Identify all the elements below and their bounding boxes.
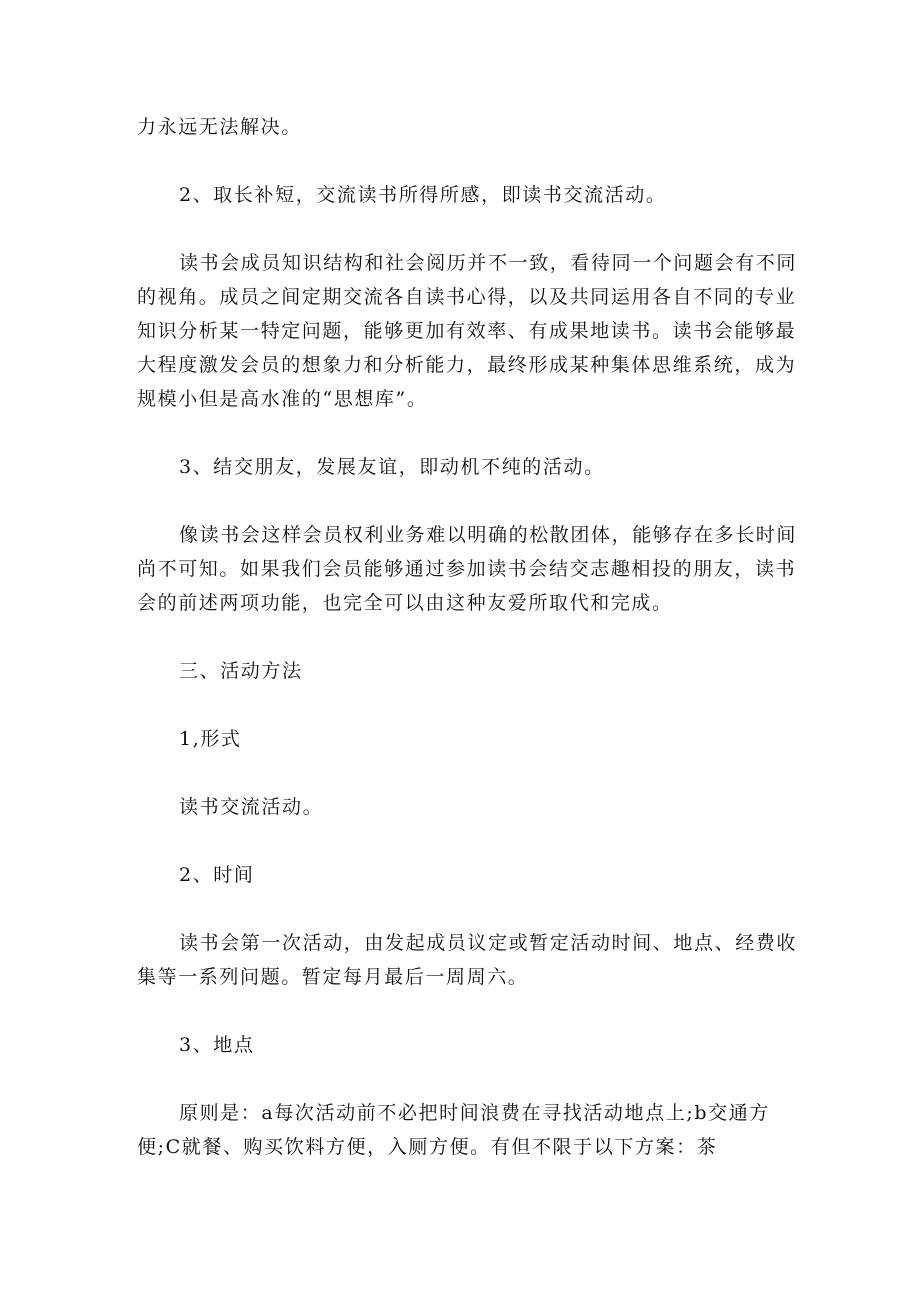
subheading-time: 2、时间 bbox=[179, 864, 255, 886]
paragraph-continuation: 力永远无法解决。 bbox=[137, 116, 302, 138]
section-item-3: 3、结交朋友，发展友谊，即动机不纯的活动。 bbox=[179, 456, 605, 478]
section-item-2: 2、取长补短，交流读书所得所感，即读书交流活动。 bbox=[179, 184, 667, 206]
subheading-location: 3、地点 bbox=[179, 1034, 255, 1056]
paragraph-time: 读书会第一次活动，由发起成员议定或暂定活动时间、地点、经费收集等一系列问题。暂定每月最后一周周六。 bbox=[137, 932, 798, 988]
section-heading-methods: 三、活动方法 bbox=[179, 660, 303, 682]
paragraph-friendship: 像读书会这样会员权利业务难以明确的松散团体，能够存在多长时间尚不可知。如果我们会员能够通过参加读书会结交志趣相投的朋友，读书会的前述两项功能，也完全可以由这种友爱所取代和完成。 bbox=[137, 524, 798, 614]
subheading-form: 1,形式 bbox=[179, 728, 242, 750]
paragraph-location: 原则是：a每次活动前不必把时间浪费在寻找活动地点上;b交通方便;C就餐、购买饮料方便，入厕方便。有但不限于以下方案：茶 bbox=[137, 1102, 770, 1158]
paragraph-form: 读书交流活动。 bbox=[179, 796, 324, 818]
paragraph-think-tank: 读书会成员知识结构和社会阅历并不一致，看待同一个问题会有不同的视角。成员之间定期交流各自读书心得，以及共同运用各自不同的专业知识分析某一特定问题，能够更加有效率、有成果地读书。读书会能够最大程度激发会员的想象力和分析能力，最终形成某种集体思维系统，成为规模小但是高水准的“思想库”。 bbox=[137, 252, 798, 410]
